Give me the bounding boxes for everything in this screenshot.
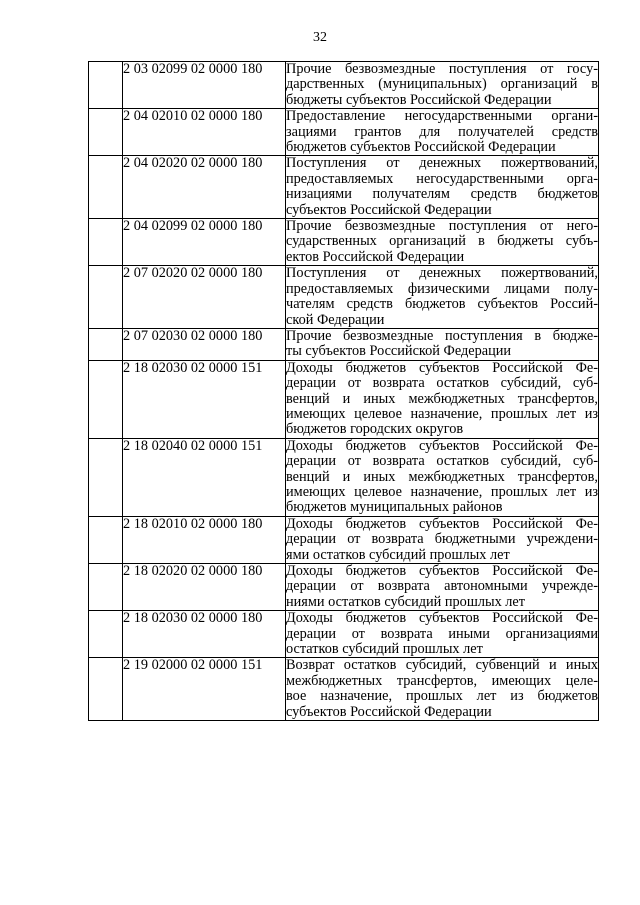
description-line: Доходы бюджетов субъектов Российской Фе- [286, 515, 598, 532]
empty-cell [89, 564, 123, 611]
description-line: Возврат остатков субсидий, субвенций и иных [286, 657, 598, 674]
description-line: бюджетов субъектов Российской Федерации [286, 139, 556, 156]
budget-code-cell: 2 04 02010 02 0000 180 [123, 109, 286, 156]
description-line: зациями грантов для получателей средств [286, 123, 598, 140]
description-line: Предоставление негосударственными органи- [286, 108, 598, 125]
budget-code-cell: 2 18 02020 02 0000 180 [123, 564, 286, 611]
description-line: чателям средств бюджетов субъектов Россий- [286, 296, 598, 313]
description-line: ниями остатков субсидий прошлых лет [286, 593, 526, 610]
description-line: Доходы бюджетов субъектов Российской Фе- [286, 563, 598, 579]
empty-cell [89, 62, 123, 109]
description-cell [286, 360, 599, 438]
table-row [89, 564, 599, 611]
description-line: бюджеты субъектов Российской Федерации [286, 91, 552, 108]
description-line: имеющих целевое назначение, прошлых лет из [286, 405, 598, 422]
empty-cell [89, 156, 123, 219]
description-line: остатков субсидий прошлых лет [286, 641, 483, 658]
empty-cell [89, 658, 123, 721]
empty-cell [89, 516, 123, 563]
table-row [89, 62, 599, 109]
description-line: ектов Российской Федерации [286, 248, 465, 265]
description-cell [286, 219, 599, 266]
description-line: сударственных организаций в бюджеты субъ- [286, 233, 598, 250]
budget-code-cell: 2 18 02040 02 0000 151 [123, 438, 286, 516]
description-cell [286, 109, 599, 156]
description-cell [286, 62, 599, 109]
description-line: субъектов Российской Федерации [286, 703, 492, 720]
description-line: низациями получателям средств бюджетов [286, 186, 598, 203]
table-row [89, 109, 599, 156]
budget-classification-table [88, 61, 599, 721]
description-line: венций и иных межбюджетных трансфертов, [286, 468, 598, 485]
description-line: предоставляемых негосударственными орга- [286, 170, 598, 187]
budget-code-cell: 2 04 02099 02 0000 180 [123, 219, 286, 266]
budget-code-cell: 2 07 02020 02 0000 180 [123, 266, 286, 329]
budget-code-cell: 2 18 02030 02 0000 180 [123, 611, 286, 658]
description-line: ями остатков субсидий прошлых лет [286, 546, 510, 563]
description-line: дерации от возврата остатков субсидий, суб- [286, 453, 598, 470]
description-line: дерации от возврата автономными учрежде- [286, 578, 598, 595]
description-line: имеющих целевое назначение, прошлых лет из [286, 483, 598, 500]
table-row [89, 266, 599, 329]
description-line: межбюджетных трансфертов, имеющих целе- [286, 672, 598, 689]
description-line: Поступления от денежных пожертвований, [286, 155, 598, 172]
description-line: бюджетов муниципальных районов [286, 499, 503, 516]
description-line: ской Федерации [286, 311, 385, 328]
description-line: вое назначение, прошлых лет из бюджетов [286, 688, 598, 705]
description-line: венций и иных межбюджетных трансфертов, [286, 390, 598, 407]
table-row [89, 219, 599, 266]
budget-code-cell: 2 19 02000 02 0000 151 [123, 658, 286, 721]
description-line: Прочие безвозмездные поступления от него- [286, 218, 598, 235]
empty-cell [89, 360, 123, 438]
description-cell [286, 611, 599, 658]
description-line: Поступления от денежных пожертвований, [286, 265, 598, 282]
table-row [89, 438, 599, 516]
table-row [89, 328, 599, 360]
description-line: Доходы бюджетов субъектов Российской Фе- [286, 610, 598, 627]
table-row [89, 360, 599, 438]
description-cell [286, 156, 599, 219]
table-row [89, 611, 599, 658]
description-line: бюджетов городских округов [286, 421, 464, 438]
empty-cell [89, 438, 123, 516]
description-cell [286, 658, 599, 721]
description-cell [286, 328, 599, 360]
empty-cell [89, 219, 123, 266]
empty-cell [89, 266, 123, 329]
description-line: дарственных (муниципальных) организаций в [286, 76, 598, 93]
description-cell [286, 266, 599, 329]
description-line: Доходы бюджетов субъектов Российской Фе- [286, 437, 598, 454]
description-line: дерации от возврата бюджетными учреждени- [286, 531, 598, 548]
budget-code-cell: 2 18 02030 02 0000 151 [123, 360, 286, 438]
budget-code-cell: 2 04 02020 02 0000 180 [123, 156, 286, 219]
page-number: 32 [313, 30, 327, 45]
description-line: предоставляемых физическими лицами полу- [286, 280, 598, 297]
description-cell [286, 564, 599, 611]
budget-code-cell: 2 03 02099 02 0000 180 [123, 62, 286, 109]
description-cell [286, 438, 599, 516]
description-line: Прочие безвозмездные поступления от госу- [286, 61, 598, 77]
table-body [89, 62, 599, 721]
table-row [89, 156, 599, 219]
description-line: субъектов Российской Федерации [286, 201, 492, 218]
budget-code-cell: 2 18 02010 02 0000 180 [123, 516, 286, 563]
empty-cell [89, 611, 123, 658]
description-line: дерации от возврата остатков субсидий, суб- [286, 375, 598, 392]
empty-cell [89, 109, 123, 156]
table-row [89, 658, 599, 721]
description-cell [286, 516, 599, 563]
description-line: ты субъектов Российской Федерации [286, 343, 512, 360]
budget-code-cell: 2 07 02030 02 0000 180 [123, 328, 286, 360]
empty-cell [89, 328, 123, 360]
description-line: Доходы бюджетов субъектов Российской Фе- [286, 359, 598, 376]
description-line: дерации от возврата иными организациями [286, 625, 598, 642]
table-row [89, 516, 599, 563]
description-line: Прочие безвозмездные поступления в бюдже- [286, 327, 598, 344]
